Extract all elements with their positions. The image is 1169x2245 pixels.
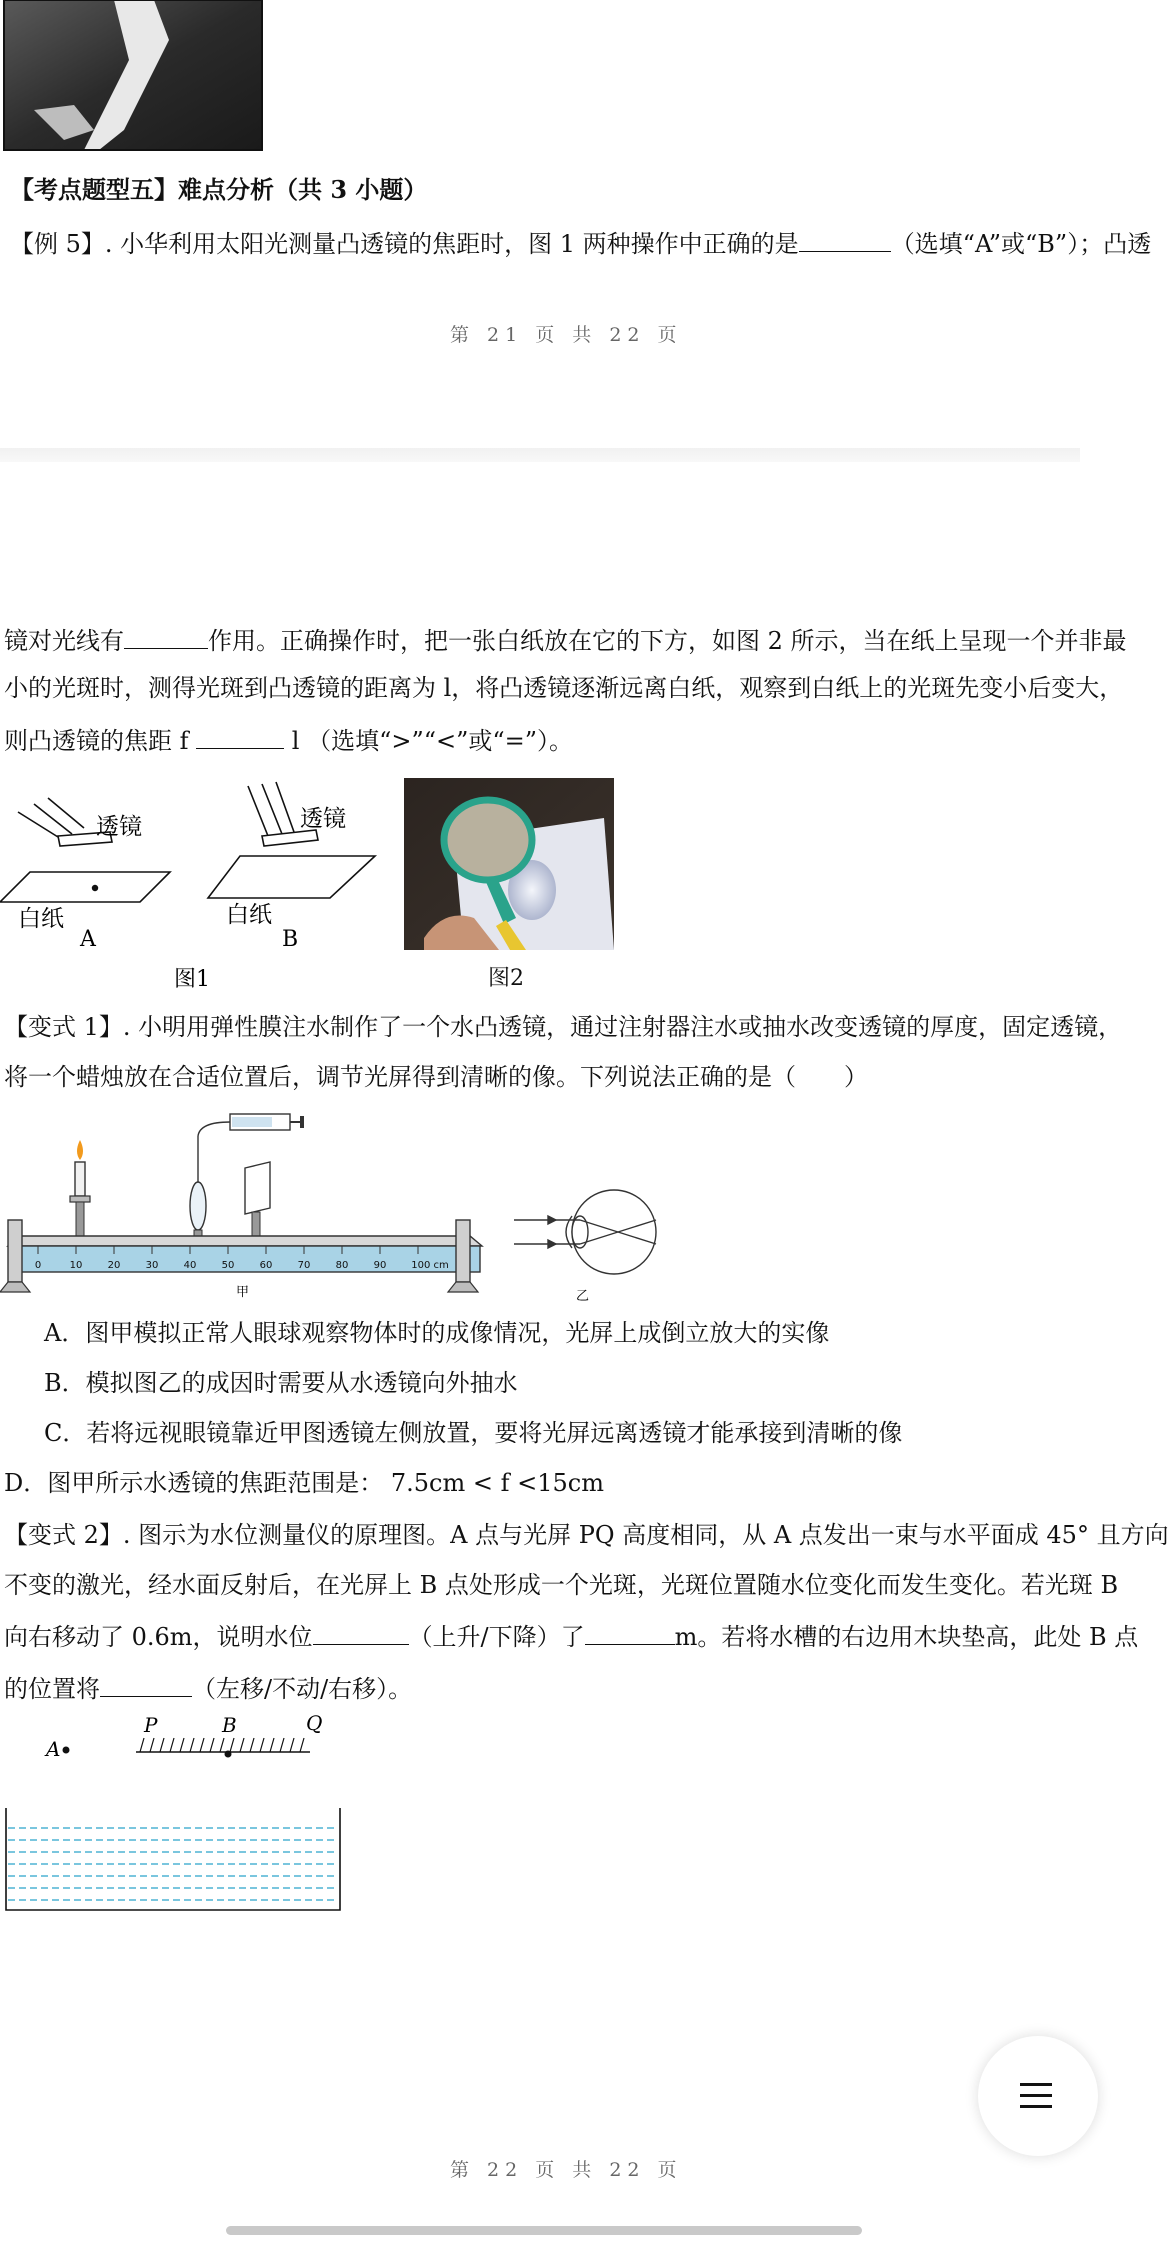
bench-tick: 10 [69, 1260, 83, 1271]
bench-tick: 50 [221, 1260, 235, 1271]
section-heading: 【考点题型五】难点分析（共 3 小题） [10, 175, 428, 204]
bench-tick: 70 [297, 1260, 311, 1271]
example5-line1: 【例 5】. 小华利用太阳光测量凸透镜的焦距时，图 1 两种操作中正确的是 （选填“A”或“B”）；凸透 [10, 225, 1151, 261]
figure-1-diagram [0, 772, 390, 1002]
bench-tick: 90 [373, 1260, 387, 1271]
label-q: Q [306, 1711, 323, 1735]
option-c: C．若将远视眼镜靠近甲图透镜左侧放置，要将光屏远离透镜才能承接到清晰的像 [44, 1419, 903, 1447]
cropped-photo [4, 0, 262, 150]
label-b: B [222, 1713, 237, 1737]
fig1-caption: 图1 [174, 967, 210, 992]
ex5-line4: 则凸透镜的焦距 f l （选填“>”“<”或“=”）。 [4, 722, 573, 758]
label-p: P [144, 1713, 158, 1737]
variant2-line3: 向右移动了 0.6m，说明水位 （上升/下降）了 m。若将水槽的右边用木块垫高，此处 B 点 [4, 1618, 1138, 1654]
option-a: A．图甲模拟正常人眼球观察物体时的成像情况，光屏上成倒立放大的实像 [44, 1319, 830, 1347]
page-separator [0, 448, 1080, 462]
fig1-paper-label-a: 白纸 [18, 906, 64, 932]
fig1-lens-label-b: 透镜 [300, 806, 346, 832]
menu-button[interactable] [978, 2036, 1098, 2156]
bench-tick: 20 [107, 1260, 121, 1271]
fig1-paper-label-b: 白纸 [226, 902, 272, 928]
figure-2-photo [404, 778, 614, 950]
answer-blank [313, 1618, 409, 1645]
label-jia: 甲 [236, 1285, 250, 1300]
answer-blank [799, 225, 891, 252]
label-yi: 乙 [576, 1289, 590, 1304]
page-footer-22: 第 22 页 共 22 页 [450, 2159, 683, 2181]
water-level-figure [0, 1710, 360, 1924]
fig2-caption: 图2 [488, 966, 524, 991]
option-b: B．模拟图乙的成因时需要从水透镜向外抽水 [44, 1369, 518, 1397]
bench-tick: 30 [145, 1260, 159, 1271]
variant2-line2: 不变的激光，经水面反射后，在光屏上 B 点处形成一个光斑，光斑位置随水位变化而发生变化。若光斑 B [4, 1571, 1119, 1599]
label-a: A [46, 1737, 61, 1761]
bench-tick: 80 [335, 1260, 349, 1271]
optical-bench-figure [0, 1108, 680, 1308]
bench-tick: 100 cm [411, 1260, 449, 1271]
menu-icon [1020, 2082, 1052, 2110]
fig1-option-b: B [282, 927, 299, 952]
bench-tick: 40 [183, 1260, 197, 1271]
answer-blank [100, 1670, 192, 1697]
answer-blank [124, 622, 208, 649]
fig1-option-a: A [80, 927, 96, 952]
bench-tick: 60 [259, 1260, 273, 1271]
bench-tick: 0 [34, 1260, 42, 1271]
ex5-line3: 小的光斑时，测得光斑到凸透镜的距离为 l，将凸透镜逐渐远离白纸，观察到白纸上的光斑先变小后变大， [4, 674, 1124, 702]
variant1-line1: 【变式 1】. 小明用弹性膜注水制作了一个水凸透镜，通过注射器注水或抽水改变透镜的厚度，固定透镜， [4, 1013, 1123, 1041]
answer-blank [585, 1618, 675, 1645]
ex5-line2: 镜对光线有 作用。正确操作时，把一张白纸放在它的下方，如图 2 所示，当在纸上呈现一个并非最 [4, 622, 1127, 658]
variant2-line4: 的位置将 （左移/不动/右移）。 [4, 1670, 412, 1706]
home-indicator[interactable] [226, 2226, 862, 2235]
variant1-line2: 将一个蜡烛放在合适位置后，调节光屏得到清晰的像。下列说法正确的是（ ） [4, 1063, 868, 1091]
option-d: D．图甲所示水透镜的焦距范围是： 7.5cm < f <15cm [4, 1469, 604, 1497]
variant2-line1: 【变式 2】. 图示为水位测量仪的原理图。A 点与光屏 PQ 高度相同，从 A 点发出一束与水平面成 45° 且方向 [4, 1521, 1169, 1549]
answer-blank [196, 722, 284, 749]
fig1-lens-label-a: 透镜 [96, 814, 142, 840]
page-footer-21: 第 21 页 共 22 页 [450, 324, 683, 346]
